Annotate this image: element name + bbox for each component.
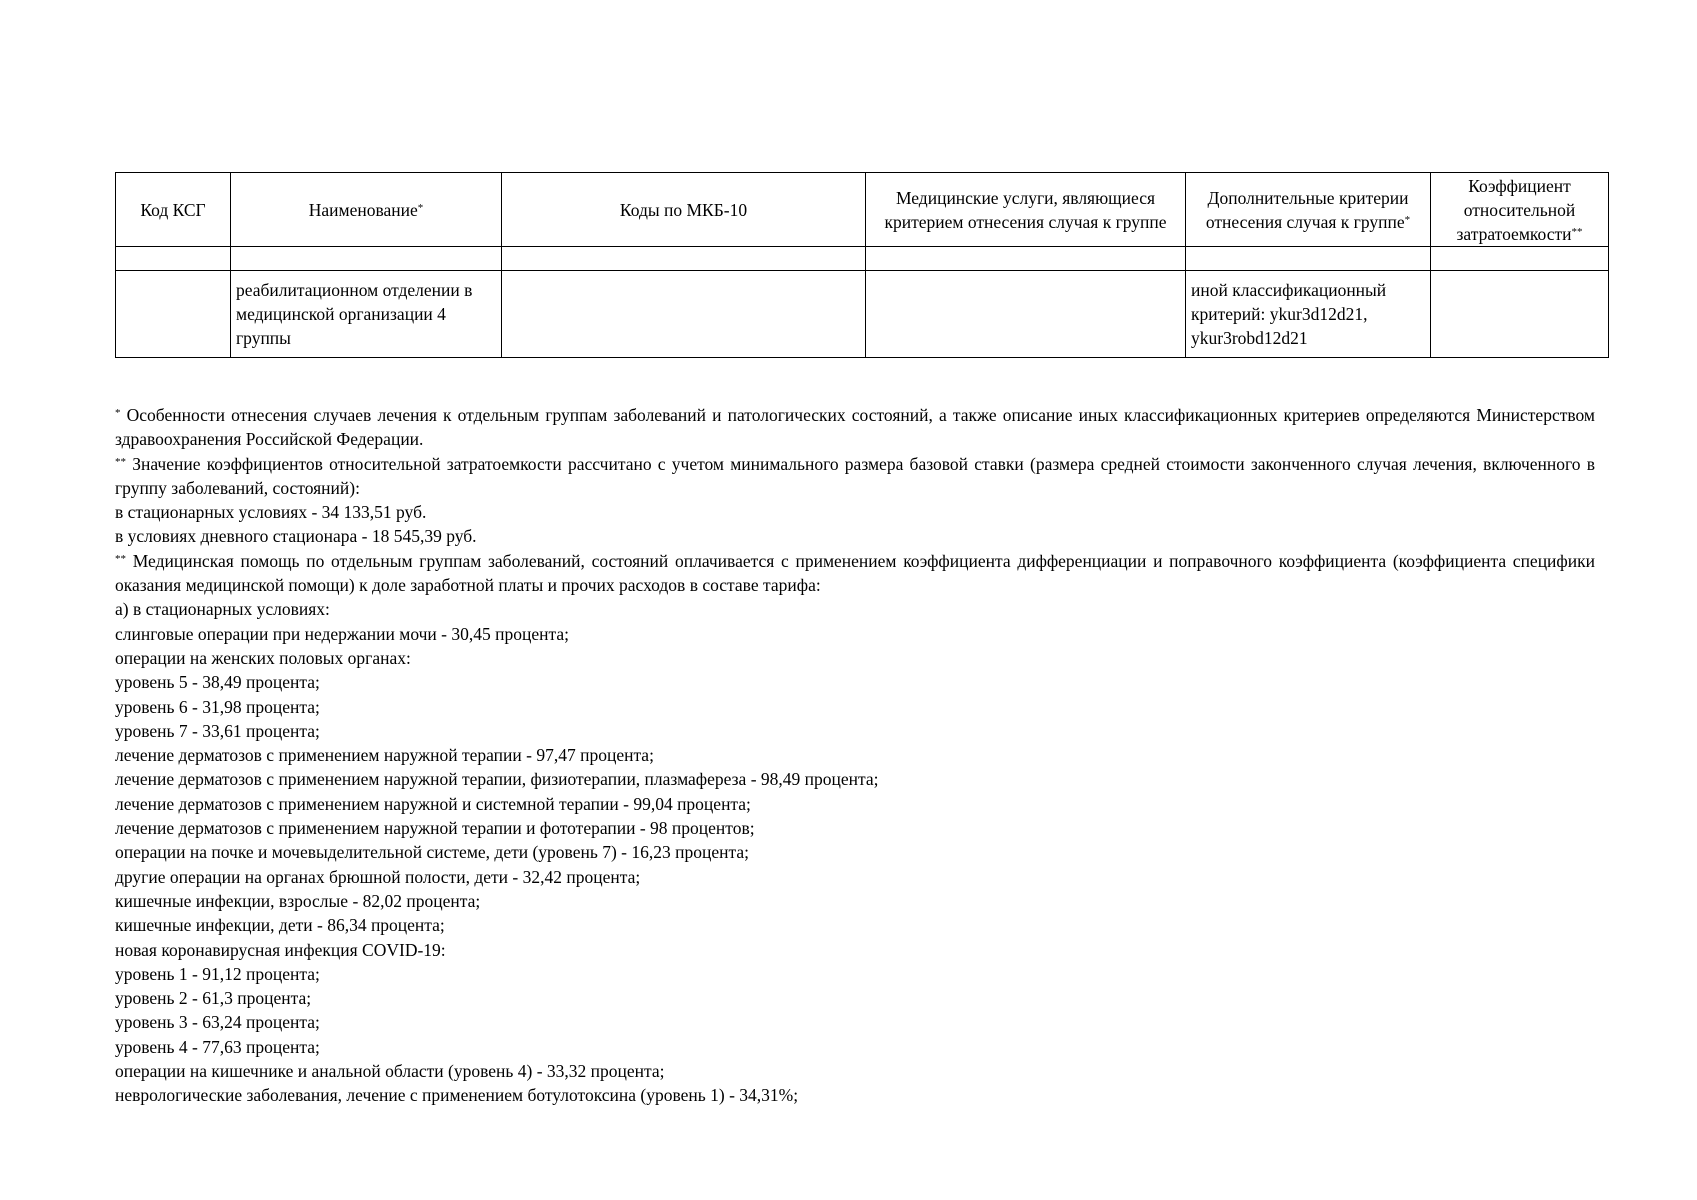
footnote-3: ** Медицинская помощь по отдельным группам заболеваний, состояний оплачивается с применением коэффициента дифференциации и поправочного коэффициента (коэффициента специфики оказания медицинской помощи) к доле заработной платы и прочих расходов в составе тарифа: bbox=[115, 550, 1595, 596]
cell-coefficient bbox=[1431, 271, 1609, 358]
note-line: лечение дерматозов с применением наружной и системной терапии - 99,04 процента; bbox=[115, 793, 751, 814]
footnote-mark: ** bbox=[115, 455, 126, 468]
ksg-table bbox=[115, 172, 1609, 358]
note-line: неврологические заболевания, лечение с применением ботулотоксина (уровень 1) - 34,31%; bbox=[115, 1085, 799, 1106]
cell-name: реабилитационном отделении в медицинской организации 4 группы bbox=[231, 271, 502, 358]
header-code: Код КСГ bbox=[116, 173, 231, 247]
header-name: Наименование* bbox=[231, 173, 502, 247]
footnote-mark: ** bbox=[115, 552, 126, 565]
note-line: а) в стационарных условиях: bbox=[115, 599, 330, 620]
note-line: операции на кишечнике и анальной области (уровень 4) - 33,32 процента; bbox=[115, 1061, 665, 1082]
footnote-mark: * bbox=[115, 407, 121, 419]
note-line: уровень 2 - 61,3 процента; bbox=[115, 988, 312, 1009]
footnotes bbox=[115, 403, 1595, 1108]
note-line: лечение дерматозов с применением наружной терапии и фототерапии - 98 процентов; bbox=[115, 818, 755, 839]
cell-extra-criteria: иной классификационный критерий: ykur3d12d21, ykur3robd12d21 bbox=[1186, 271, 1431, 358]
note-line: уровень 5 - 38,49 процента; bbox=[115, 672, 320, 693]
note-line: новая коронавирусная инфекция COVID-19: bbox=[115, 939, 446, 960]
table-header-row bbox=[116, 173, 1609, 247]
note-line: в условиях дневного стационара - 18 545,39 руб. bbox=[115, 526, 477, 547]
cell-mkb bbox=[502, 271, 866, 358]
note-line: лечение дерматозов с применением наружной терапии - 97,47 процента; bbox=[115, 745, 654, 766]
note-lines-list bbox=[115, 597, 1595, 1107]
note-line: операции на женских половых органах: bbox=[115, 647, 411, 668]
note-line: лечение дерматозов с применением наружной терапии, физиотерапии, плазмафереза - 98,49 процента; bbox=[115, 769, 879, 790]
note-line: слинговые операции при недержании мочи - 30,45 процента; bbox=[115, 623, 569, 644]
footnote-2: ** Значение коэффициентов относительной затратоемкости рассчитано с учетом минимального размера базовой ставки (размера средней стоимости законченного случая лечения, включенного в группу заболеваний, состояний): bbox=[115, 453, 1595, 498]
header-mkb: Коды по МКБ-10 bbox=[502, 173, 866, 247]
header-coefficient: Коэффициент относительной затратоемкости** bbox=[1431, 173, 1609, 247]
note-line: уровень 1 - 91,12 процента; bbox=[115, 963, 320, 984]
table-row-empty bbox=[116, 247, 1609, 271]
cell-code bbox=[116, 271, 231, 358]
cell-services bbox=[866, 271, 1186, 358]
header-extra-criteria: Дополнительные критерии отнесения случая к группе* bbox=[1186, 173, 1431, 247]
note-line: уровень 6 - 31,98 процента; bbox=[115, 696, 320, 717]
note-line: уровень 3 - 63,24 процента; bbox=[115, 1012, 320, 1033]
footnote-mark: * bbox=[417, 201, 424, 214]
note-line: другие операции на органах брюшной полости, дети - 32,42 процента; bbox=[115, 866, 641, 887]
note-line: кишечные инфекции, дети - 86,34 процента; bbox=[115, 915, 445, 936]
note-line: уровень 7 - 33,61 процента; bbox=[115, 720, 320, 741]
footnote-mark: ** bbox=[1571, 225, 1583, 238]
footnote-1: * Особенности отнесения случаев лечения к отдельным группам заболеваний и патологических состояний, а также описание иных классификационных критериев определяются Министерством здравоохранения Российской Федерации. bbox=[115, 405, 1595, 450]
note-line: кишечные инфекции, взрослые - 82,02 процента; bbox=[115, 890, 481, 911]
note-line: уровень 4 - 77,63 процента; bbox=[115, 1036, 320, 1057]
table-row bbox=[116, 271, 1609, 358]
footnote-mark: * bbox=[1404, 213, 1411, 226]
note-line: в стационарных условиях - 34 133,51 руб. bbox=[115, 502, 427, 523]
note-line: операции на почке и мочевыделительной системе, дети (уровень 7) - 16,23 процента; bbox=[115, 842, 749, 863]
header-services: Медицинские услуги, являющиеся критерием отнесения случая к группе bbox=[866, 173, 1186, 247]
